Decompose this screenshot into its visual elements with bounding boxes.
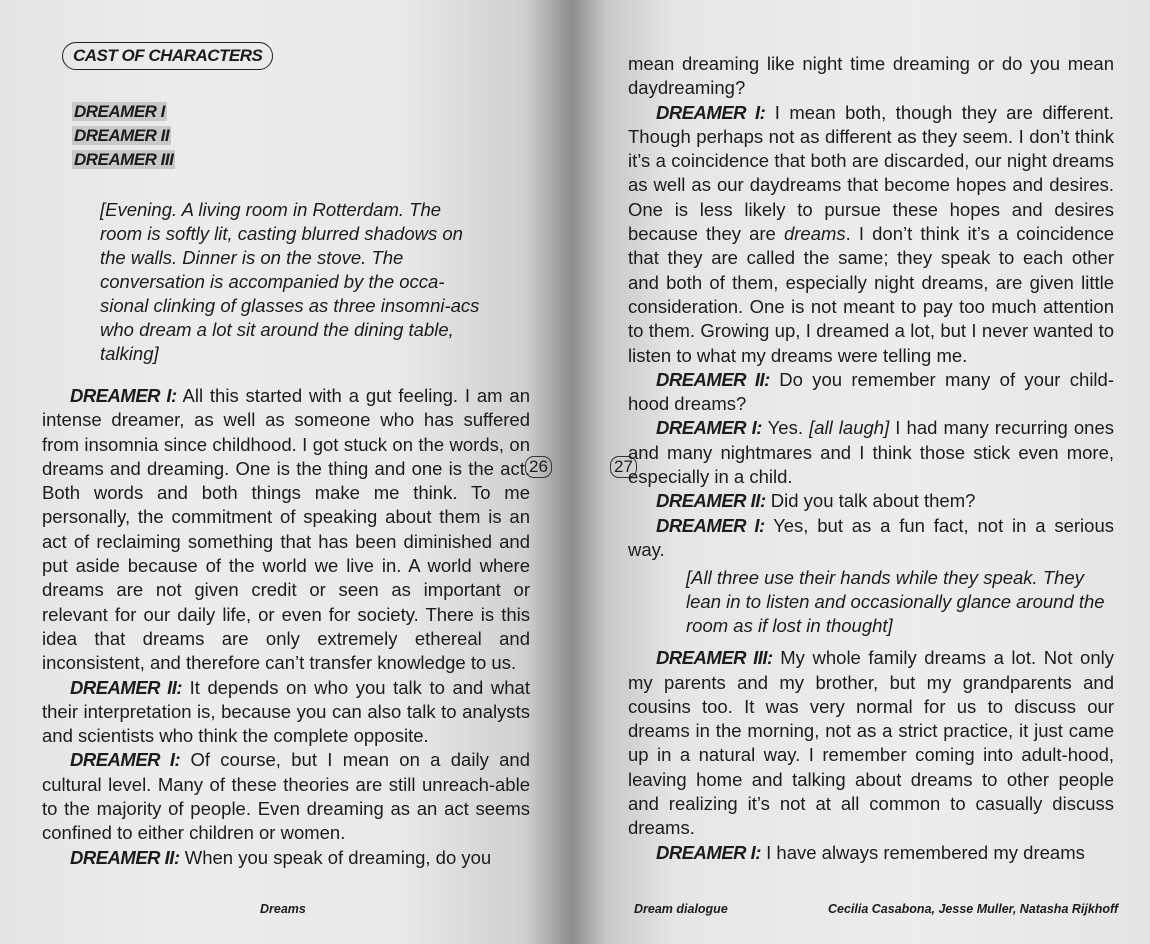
cast-heading: CAST OF CHARACTERS <box>62 42 273 70</box>
speaker-label: DREAMER II: <box>70 676 183 698</box>
paragraph: DREAMER III: My whole family dreams a lot. Not only my parents and my brother, but my grandparents and cousins too. It was very normal for us to discuss our dreams in the morning, not as a strict practice, it just came up in a natural way. I remember coming into adult-hood, leaving home and talking about dreams to other people and realizing it’s not at all common to casually discuss dreams. <box>628 647 1114 839</box>
page-number: 26 <box>525 456 552 478</box>
footer-authors: Cecilia Casabona, Jesse Muller, Natasha Rijkhoff <box>828 902 1119 916</box>
speaker-label: DREAMER II: <box>656 490 766 512</box>
speaker-label: DREAMER I: <box>656 841 761 863</box>
paragraph: DREAMER I: I have always remembered my dreams <box>656 841 1085 863</box>
cast-item: DREAMER I <box>74 102 165 121</box>
speaker-label: DREAMER I: <box>656 417 762 439</box>
paragraph: DREAMER II: When you speak of dreaming, do you <box>70 846 492 868</box>
stage-direction: [All three use their hands while they speak. They lean in to listen and occasionally glance around the room as if lost in thought] <box>686 567 1105 637</box>
speaker-label: DREAMER I: <box>656 101 766 123</box>
speaker-label: DREAMER I: <box>70 385 177 406</box>
footer-title: Dream dialogue <box>634 902 728 916</box>
speaker-label: DREAMER I: <box>656 514 765 536</box>
stage-direction: [Evening. A living room in Rotterdam. The room is softly lit, casting blurred shadows on the walls. Dinner is on the stove. The conversation is accompanied by the occa-sional clinking of glasses as three insomni-acs who dream a lot sit around the dining table, talking] <box>100 199 480 364</box>
left-body-text <box>42 384 530 870</box>
left-page <box>0 0 572 944</box>
cast-item: DREAMER II <box>74 126 170 145</box>
paragraph: DREAMER II: It depends on who you talk to and what their interpretation is, because you can also talk to analysts and scientists who think the complete opposite. <box>42 676 530 747</box>
paragraph: DREAMER I: Of course, but I mean on a daily and cultural level. Many of these theories are still unreach-able to the majority of people. Even dreaming as an act seems confined to either children or women. <box>42 749 530 844</box>
cast-list <box>72 100 175 172</box>
footer-title: Dreams <box>260 902 306 916</box>
speaker-label: DREAMER III: <box>656 647 773 669</box>
cast-item: DREAMER III <box>74 150 174 169</box>
paragraph: mean dreaming like night time dreaming or do you mean daydreaming? <box>628 53 1114 99</box>
paragraph: DREAMER I: I mean both, though they are different. Though perhaps not as different as they seem. I don’t think it’s a coincidence that both are discarded, our night dreams as well as our daydreams that become hopes and desires. One is less likely to pursue these hopes and desires because they are dreams. I don’t think it’s a coincidence that they are called the same; they speak to each other and both of them, especially night dreams, are given little consideration. One is not meant to pay too much attention to them. Growing up, I dreamed a lot, but I never wanted to listen to what my dreams were telling me. <box>628 101 1114 366</box>
speaker-label: DREAMER II: <box>70 846 180 868</box>
right-body-text <box>628 52 1114 865</box>
page-number: 27 <box>610 456 637 478</box>
speaker-label: DREAMER II: <box>656 368 770 390</box>
paragraph: DREAMER II: Did you talk about them? <box>656 490 976 512</box>
paragraph: DREAMER I: Yes. [all laugh] I had many recurring ones and many nightmares and I think those stick even more, especially in a child. <box>628 417 1114 488</box>
paragraph: DREAMER I: Yes, but as a fun fact, not in a serious way. <box>628 514 1114 560</box>
paragraph: DREAMER II: Do you remember many of your child-hood dreams? <box>628 368 1114 415</box>
right-page <box>572 0 1150 944</box>
speaker-label: DREAMER I: <box>70 749 181 771</box>
paragraph: DREAMER I: All this started with a gut feeling. I am an intense dreamer, as well as someone who has suffered from insomnia since childhood. I got stuck on the words, on dreams and dreaming. One is the thing and one is the act. Both words and both things make me think. To me personally, the commitment of speaking about them is an act of reclaiming something that has been diminished and put aside because of the world we live in. A world where dreams are not given credit or seen as important or relevant for our daily life, or even for society. There is this idea that dreams are only extremely ethereal and inconsistent, and therefore can’t transfer knowledge to us. <box>42 385 530 674</box>
